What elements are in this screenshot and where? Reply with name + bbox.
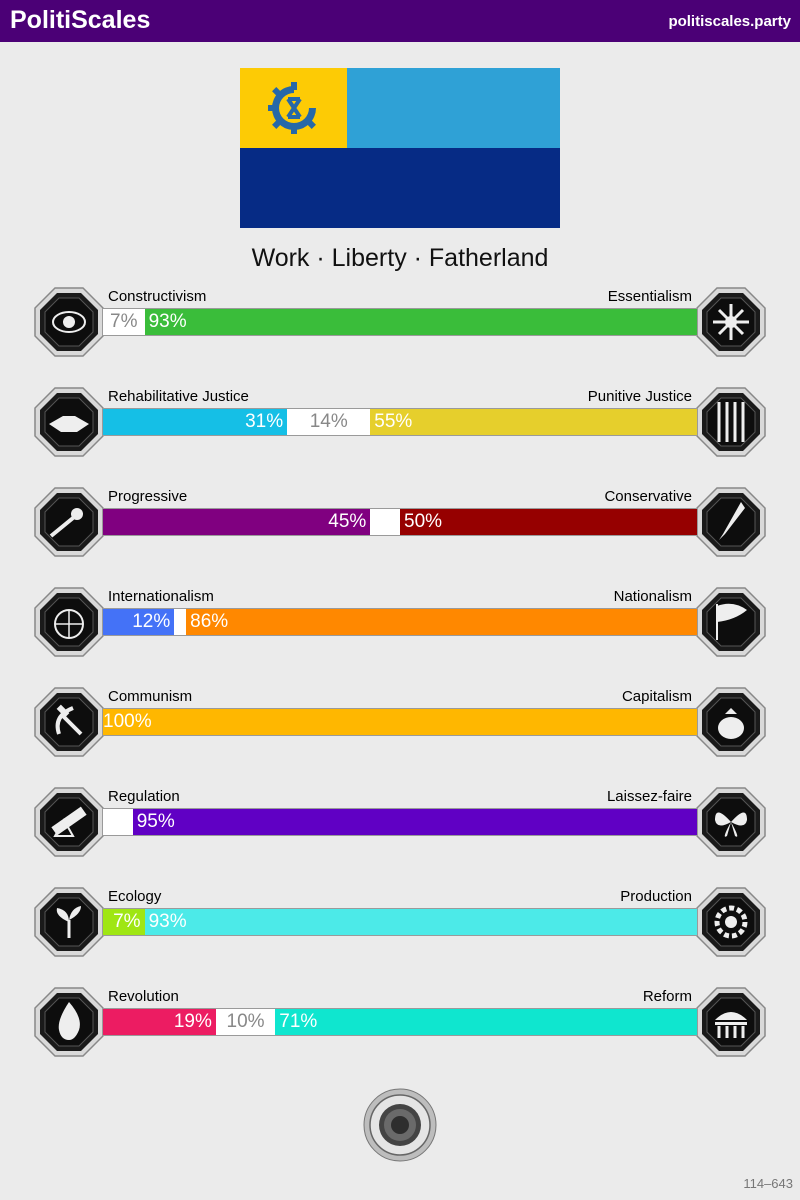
factory-gear-icon (695, 886, 767, 958)
gear-emblem-icon (266, 80, 322, 136)
axis-row (0, 988, 800, 1068)
flag-light-blue-stripe (347, 68, 560, 148)
axis-right-label: Conservative (604, 488, 692, 505)
flag (240, 68, 560, 228)
app-header (0, 0, 800, 42)
axis-bar-right-segment (145, 909, 697, 935)
axis-left-label: Ecology (108, 888, 162, 905)
axis-right-label: Capitalism (621, 688, 692, 705)
axis-bar (102, 908, 698, 936)
axis-bar-neutral-segment (174, 609, 186, 635)
globe-icon (33, 586, 105, 658)
handshake-icon (33, 386, 105, 458)
axis-bar-left-segment (103, 909, 145, 935)
axis-bar-neutral-segment (370, 509, 400, 535)
axis-left-label: Rehabilitative Justice (108, 388, 249, 405)
axis-bar-neutral-segment (287, 409, 370, 435)
flower-icon (695, 286, 767, 358)
axis-bar-right-segment (275, 1009, 697, 1035)
axis-row (0, 388, 800, 468)
axis-row (0, 688, 800, 768)
sprout-icon (33, 886, 105, 958)
axis-neutral-percent: 14% (309, 411, 348, 432)
axis-bar-left-segment (103, 609, 174, 635)
quill-icon (695, 486, 767, 558)
axis-right-label: Nationalism (613, 588, 692, 605)
axis-right-percent: 50% (404, 511, 443, 532)
fire-icon (33, 986, 105, 1058)
axis-right-percent: 55% (374, 411, 413, 432)
axis-bar (102, 408, 698, 436)
axis-left-label: Revolution (108, 988, 179, 1005)
axis-right-percent: 93% (148, 911, 187, 932)
axis-bar (102, 308, 698, 336)
axis-left-percent: 19% (173, 1011, 212, 1032)
axis-bar-neutral-segment (103, 809, 133, 835)
axis-right-label: Essentialism (607, 288, 692, 305)
axis-left-label: Constructivism (108, 288, 207, 305)
axis-left-label: Communism (108, 688, 193, 705)
ruler-icon (33, 786, 105, 858)
axis-left-percent: 45% (328, 511, 367, 532)
axis-row (0, 888, 800, 968)
axis-left-percent: 7% (113, 911, 141, 932)
axis-right-percent: 100% (103, 711, 152, 732)
money-bag-icon (695, 686, 767, 758)
axis-right-percent: 86% (190, 611, 229, 632)
axis-bar-right-segment (400, 509, 697, 535)
eye-icon (33, 286, 105, 358)
axis-right-label: Reform (642, 988, 692, 1005)
axis-bar (102, 808, 698, 836)
comet-icon (33, 486, 105, 558)
axis-bar-right-segment (133, 809, 697, 835)
axis-neutral-percent: 10% (226, 1011, 265, 1032)
hammer-sickle-icon (33, 686, 105, 758)
axis-bar-right-segment (145, 309, 697, 335)
axis-bar-neutral-segment (216, 1009, 275, 1035)
axis-right-label: Laissez-faire (606, 788, 692, 805)
axis-bar (102, 508, 698, 536)
axis-bar (102, 608, 698, 636)
axis-bar (102, 708, 698, 736)
axis-neutral-percent: 7% (110, 311, 138, 332)
axis-bar-right-segment (186, 609, 697, 635)
axis-bar-left-segment (103, 1009, 216, 1035)
axis-bar-right-segment (370, 409, 697, 435)
butterfly-icon (695, 786, 767, 858)
site-url[interactable]: politiscales.party (668, 13, 791, 30)
axis-row (0, 288, 800, 368)
axis-bar (102, 1008, 698, 1036)
motto: Work · Liberty · Fatherland (251, 244, 549, 272)
axis-left-percent: 12% (132, 611, 171, 632)
flag-dark-blue-stripe (240, 148, 560, 228)
axis-bar-left-segment (103, 409, 287, 435)
axis-bar-right-segment (103, 709, 697, 735)
axis-right-percent: 95% (136, 811, 175, 832)
axis-right-percent: 71% (279, 1011, 318, 1032)
flag-icon (695, 586, 767, 658)
prison-bars-icon (695, 386, 767, 458)
parliament-icon (695, 986, 767, 1058)
axis-left-label: Internationalism (108, 588, 214, 605)
axis-row (0, 488, 800, 568)
axis-right-label: Production (620, 888, 692, 905)
result-code: 114–643 (743, 1176, 793, 1191)
axis-row (0, 588, 800, 668)
axis-left-label: Regulation (108, 788, 180, 805)
axis-bar-left-segment (103, 509, 370, 535)
axis-left-label: Progressive (108, 488, 188, 505)
seal-logo (363, 1088, 437, 1162)
axis-left-percent: 31% (245, 411, 284, 432)
axis-bar-neutral-segment (103, 309, 145, 335)
axis-right-percent: 93% (148, 311, 187, 332)
axis-right-label: Punitive Justice (587, 388, 692, 405)
app-title: PolitiScales (10, 6, 151, 34)
axis-row (0, 788, 800, 868)
